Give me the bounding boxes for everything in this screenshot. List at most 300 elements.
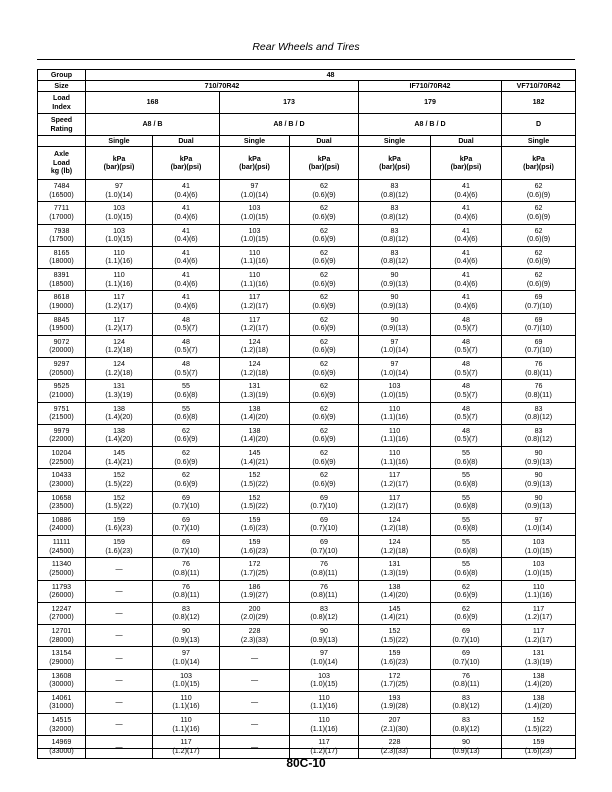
axle-load-kg: 9297	[53, 360, 70, 369]
pressure-cell	[153, 424, 220, 446]
axle-load-kg: 13608	[51, 671, 72, 680]
pressure-kpa: 76	[320, 560, 328, 569]
pressure-kpa: 62	[320, 449, 328, 458]
pressure-cell	[359, 358, 431, 380]
mode-dual: Dual	[153, 136, 220, 147]
pressure-cell	[220, 380, 290, 402]
pressure-kpa: 110	[180, 716, 192, 725]
pressure-kpa: 76	[534, 360, 543, 369]
size-if710-70r42: IF710/70R42	[359, 81, 502, 92]
pressure-kpa: —	[115, 675, 123, 684]
row-units	[38, 147, 576, 180]
pressure-kpa: 62	[320, 182, 328, 191]
pressure-cell	[359, 536, 431, 558]
pressure-cell	[359, 335, 431, 357]
pressure-bar-psi: (1.1)(16)	[380, 457, 409, 466]
pressure-bar-psi: (0.8)(11)	[310, 568, 338, 577]
mode-corner	[38, 136, 86, 147]
pressure-bar-psi: (1.0)(15)	[524, 546, 553, 555]
pressure-bar-psi: (1.2)(17)	[310, 746, 338, 755]
pressure-cell	[502, 469, 576, 491]
pressure-bar-psi: (1.5)(22)	[105, 479, 133, 488]
pressure-cell	[431, 424, 502, 446]
pressure-bar-psi: (0.7)(10)	[172, 502, 200, 511]
pressure-bar-psi: (0.7)(10)	[310, 546, 338, 555]
speed-rating-2: A8 / B / D	[220, 114, 359, 136]
pressure-kpa: 103	[248, 226, 261, 235]
axle-load-kg: 9072	[53, 337, 70, 346]
pressure-bar-psi: (1.2)(17)	[380, 479, 409, 488]
pressure-cell	[86, 513, 153, 535]
pressure-bar-psi: (1.0)(15)	[380, 390, 409, 399]
pressure-cell	[431, 513, 502, 535]
pressure-cell	[431, 269, 502, 291]
mode-dual: Dual	[290, 136, 359, 147]
pressure-cell	[220, 669, 290, 691]
pressure-bar-psi: (0.8)(12)	[452, 702, 480, 711]
pressure-cell	[153, 714, 220, 736]
axle-load-cell	[38, 291, 86, 313]
pressure-cell	[431, 335, 502, 357]
pressure-cell	[431, 402, 502, 424]
pressure-bar-psi: (0.6)(8)	[454, 546, 478, 555]
pressure-bar-psi: (1.4)(21)	[105, 457, 133, 466]
mode-single: Single	[359, 136, 431, 147]
speed-rating-1: A8 / B	[86, 114, 220, 136]
pressure-kpa: 103	[113, 226, 125, 235]
pressure-kpa: 90	[534, 449, 543, 458]
pressure-cell	[359, 447, 431, 469]
pressure-kpa: 145	[113, 449, 125, 458]
pressure-cell	[431, 580, 502, 602]
pressure-cell	[290, 469, 359, 491]
pressure-kpa: 55	[462, 515, 470, 524]
pressure-cell	[431, 358, 502, 380]
axle-load-lb: (30000)	[49, 680, 74, 689]
pressure-kpa: 172	[248, 560, 261, 569]
pressure-bar-psi: (0.7)(10)	[524, 301, 553, 310]
pressure-cell	[359, 180, 431, 202]
pressure-cell	[220, 447, 290, 469]
axle-load-cell	[38, 647, 86, 669]
pressure-cell	[220, 736, 290, 758]
pressure-kpa: 117	[388, 493, 401, 502]
pressure-cell	[431, 313, 502, 335]
pressure-bar-psi: (0.7)(10)	[310, 524, 338, 533]
axle-load-cell	[38, 380, 86, 402]
axle-load-cell	[38, 180, 86, 202]
axle-load-lb: (19500)	[49, 324, 74, 333]
pressure-bar-psi: (0.8)(11)	[525, 390, 552, 399]
table-row	[38, 447, 576, 469]
pressure-kpa: 228	[248, 627, 261, 636]
axle-load-lb: (22000)	[49, 435, 74, 444]
pressure-bar-psi: (0.4)(6)	[454, 279, 478, 288]
table-body	[38, 70, 576, 759]
pressure-kpa: 110	[318, 693, 330, 702]
pressure-cell	[86, 469, 153, 491]
pressure-kpa: 117	[248, 315, 261, 324]
load-index-label	[38, 92, 86, 114]
pressure-cell	[359, 580, 431, 602]
axle-load-cell	[38, 536, 86, 558]
pressure-kpa: 76	[320, 582, 328, 591]
table-row	[38, 424, 576, 446]
pressure-kpa: 62	[320, 204, 328, 213]
pressure-cell	[290, 424, 359, 446]
table-row	[38, 736, 576, 758]
pressure-kpa: 48	[182, 337, 190, 346]
table-row	[38, 469, 576, 491]
pressure-cell	[86, 335, 153, 357]
axle-load-kg: 7711	[53, 204, 70, 213]
pressure-kpa: —	[250, 742, 259, 751]
pressure-bar-psi: (0.5)(7)	[454, 324, 478, 333]
pressure-bar-psi: (1.9)(27)	[240, 591, 269, 600]
pressure-cell	[86, 647, 153, 669]
pressure-cell	[153, 669, 220, 691]
pressure-kpa: 131	[113, 382, 125, 391]
pressure-kpa: —	[115, 609, 123, 618]
pressure-cell	[86, 580, 153, 602]
axle-load-cell	[38, 736, 86, 758]
pressure-bar-psi: (0.9)(13)	[380, 301, 409, 310]
axle-load-cell	[38, 224, 86, 246]
mode-single: Single	[220, 136, 290, 147]
pressure-cell	[153, 291, 220, 313]
pressure-kpa: 117	[113, 315, 125, 324]
pressure-cell	[502, 224, 576, 246]
axle-load-lb: (23000)	[49, 479, 74, 488]
pressure-bar-psi: (1.2)(17)	[172, 746, 200, 755]
unit-kpa: kPa	[179, 154, 193, 163]
pressure-cell	[290, 691, 359, 713]
pressure-cell	[153, 558, 220, 580]
pressure-cell	[290, 291, 359, 313]
pressure-bar-psi: (1.0)(15)	[105, 212, 133, 221]
pressure-kpa: 110	[180, 693, 192, 702]
pressure-kpa: 62	[534, 271, 543, 280]
pressure-bar-psi: (0.6)(9)	[312, 479, 336, 488]
axle-load-label	[38, 147, 86, 180]
pressure-kpa: 97	[390, 360, 399, 369]
pressure-bar-psi: (0.5)(7)	[454, 390, 478, 399]
pressure-cell	[153, 246, 220, 268]
pressure-kpa: 90	[390, 315, 399, 324]
pressure-cell	[290, 491, 359, 513]
load-index-label-line2: Index	[52, 102, 71, 111]
axle-load-cell	[38, 313, 86, 335]
pressure-cell	[86, 269, 153, 291]
pressure-kpa: 124	[248, 360, 261, 369]
pressure-cell	[86, 491, 153, 513]
pressure-kpa: 110	[248, 271, 261, 280]
pressure-kpa: 83	[534, 426, 543, 435]
pressure-cell	[153, 469, 220, 491]
pressure-bar-psi: (1.1)(16)	[380, 413, 409, 422]
axle-load-lb: (20500)	[49, 368, 74, 377]
load-index-179: 179	[359, 92, 502, 114]
pressure-bar-psi: (0.9)(13)	[524, 457, 553, 466]
pressure-kpa: 55	[462, 471, 470, 480]
pressure-kpa: 110	[388, 426, 401, 435]
speed-rating-3: A8 / B / D	[359, 114, 502, 136]
pressure-cell	[502, 202, 576, 224]
pressure-cell	[220, 424, 290, 446]
pressure-bar-psi: (0.6)(9)	[454, 591, 478, 600]
pressure-cell	[431, 224, 502, 246]
axle-load-cell	[38, 447, 86, 469]
axle-load-lb: (16500)	[49, 190, 74, 199]
pressure-kpa: 228	[388, 738, 401, 747]
pressure-bar-psi: (0.8)(11)	[172, 591, 200, 600]
pressure-kpa: 83	[390, 248, 399, 257]
axle-load-lb: (24000)	[49, 524, 74, 533]
axle-load-cell	[38, 625, 86, 647]
pressure-kpa: —	[115, 586, 123, 595]
axle-load-label-line1: Axle	[54, 150, 69, 159]
pressure-cell	[290, 736, 359, 758]
unit-bar-psi: (bar)(psi)	[103, 163, 135, 171]
pressure-cell	[153, 358, 220, 380]
pressure-bar-psi: (0.6)(9)	[312, 435, 336, 444]
pressure-cell	[86, 558, 153, 580]
axle-load-kg: 10886	[51, 515, 72, 524]
pressure-bar-psi: (2.3)(33)	[240, 635, 269, 644]
pressure-bar-psi: (0.6)(9)	[312, 346, 336, 355]
pressure-bar-psi: (1.3)(19)	[524, 657, 553, 666]
pressure-bar-psi: (1.0)(14)	[172, 657, 200, 666]
pressure-bar-psi: (1.4)(20)	[105, 413, 133, 422]
pressure-bar-psi: (1.1)(16)	[524, 591, 553, 600]
pressure-cell	[86, 224, 153, 246]
pressure-kpa: 90	[390, 293, 399, 302]
axle-load-lb: (28000)	[49, 635, 74, 644]
pressure-bar-psi: (0.8)(11)	[310, 591, 338, 600]
pressure-kpa: 103	[388, 382, 401, 391]
axle-load-cell	[38, 358, 86, 380]
table-row	[38, 491, 576, 513]
axle-load-kg: 13154	[51, 649, 72, 658]
footer-rule	[37, 748, 575, 749]
pressure-cell	[220, 246, 290, 268]
pressure-kpa: 159	[248, 515, 261, 524]
pressure-cell	[153, 380, 220, 402]
pressure-cell	[86, 691, 153, 713]
pressure-kpa: —	[115, 631, 123, 640]
pressure-cell	[359, 691, 431, 713]
pressure-cell	[290, 580, 359, 602]
pressure-kpa: 41	[182, 204, 190, 213]
pressure-bar-psi: (0.7)(10)	[452, 657, 480, 666]
pressure-cell	[502, 513, 576, 535]
pressure-bar-psi: (0.8)(12)	[310, 613, 338, 622]
row-speed-rating	[38, 114, 576, 136]
pressure-kpa: 69	[462, 649, 470, 658]
pressure-cell	[220, 714, 290, 736]
pressure-kpa: 62	[534, 226, 543, 235]
pressure-kpa: 103	[532, 560, 545, 569]
axle-load-cell	[38, 513, 86, 535]
axle-load-kg: 14515	[51, 716, 72, 725]
pressure-cell	[502, 335, 576, 357]
pressure-cell	[86, 358, 153, 380]
pressure-kpa: 124	[388, 515, 401, 524]
pressure-bar-psi: (0.6)(9)	[312, 301, 336, 310]
pressure-kpa: 62	[320, 337, 328, 346]
pressure-cell	[359, 402, 431, 424]
table-row	[38, 558, 576, 580]
size-label: Size	[38, 81, 86, 92]
pressure-kpa: 103	[180, 671, 192, 680]
axle-load-lb: (31000)	[49, 702, 74, 711]
pressure-kpa: 83	[390, 204, 399, 213]
pressure-cell	[220, 180, 290, 202]
pressure-bar-psi: (0.6)(9)	[312, 212, 336, 221]
pressure-kpa: 172	[388, 671, 401, 680]
pressure-kpa: 62	[320, 426, 328, 435]
pressure-cell	[86, 202, 153, 224]
pressure-kpa: 62	[534, 204, 543, 213]
axle-load-cell	[38, 580, 86, 602]
pressure-bar-psi: (1.1)(16)	[172, 724, 200, 733]
pressure-bar-psi: (1.1)(16)	[310, 724, 338, 733]
pressure-cell	[290, 625, 359, 647]
pressure-bar-psi: (0.5)(7)	[174, 368, 198, 377]
pressure-kpa: 48	[462, 382, 470, 391]
pressure-cell	[220, 491, 290, 513]
pressure-bar-psi: (1.5)(22)	[380, 635, 409, 644]
axle-load-cell	[38, 558, 86, 580]
pressure-kpa: 186	[248, 582, 261, 591]
pressure-bar-psi: (0.9)(13)	[524, 502, 553, 511]
pressure-kpa: 83	[462, 716, 470, 725]
pressure-bar-psi: (1.5)(22)	[240, 479, 269, 488]
pressure-cell	[431, 447, 502, 469]
pressure-cell	[86, 625, 153, 647]
pressure-cell	[502, 602, 576, 624]
pressure-cell	[220, 625, 290, 647]
pressure-kpa: 62	[320, 248, 328, 257]
axle-load-kg: 11793	[51, 582, 72, 591]
axle-load-label-line2: Load	[53, 158, 70, 167]
pressure-kpa: 55	[462, 449, 470, 458]
pressure-kpa: 69	[182, 538, 190, 547]
pressure-cell	[153, 180, 220, 202]
pressure-bar-psi: (0.7)(10)	[452, 635, 480, 644]
pressure-bar-psi: (0.5)(7)	[174, 346, 198, 355]
pressure-kpa: —	[115, 720, 123, 729]
pressure-bar-psi: (0.4)(6)	[174, 190, 198, 199]
pressure-kpa: 48	[462, 404, 470, 413]
table-row	[38, 647, 576, 669]
axle-load-kg: 8165	[53, 248, 70, 257]
pressure-cell	[220, 291, 290, 313]
pressure-cell	[153, 402, 220, 424]
pressure-bar-psi: (1.6)(23)	[380, 657, 409, 666]
pressure-cell	[290, 224, 359, 246]
pressure-bar-psi: (1.2)(18)	[105, 368, 133, 377]
pressure-bar-psi: (1.0)(15)	[240, 235, 269, 244]
pressure-bar-psi: (1.1)(16)	[240, 257, 269, 266]
unit-header	[86, 147, 153, 180]
pressure-cell	[220, 580, 290, 602]
pressure-kpa: 48	[462, 315, 470, 324]
pressure-kpa: 48	[182, 360, 190, 369]
table-row	[38, 202, 576, 224]
pressure-cell	[290, 536, 359, 558]
pressure-cell	[290, 246, 359, 268]
table-row	[38, 602, 576, 624]
pressure-cell	[359, 202, 431, 224]
axle-load-kg: 9751	[53, 404, 70, 413]
unit-header	[431, 147, 502, 180]
speed-rating-4: D	[502, 114, 576, 136]
pressure-kpa: 97	[534, 515, 543, 524]
pressure-cell	[290, 313, 359, 335]
pressure-cell	[502, 625, 576, 647]
pressure-cell	[359, 669, 431, 691]
pressure-bar-psi: (1.2)(18)	[240, 368, 269, 377]
axle-load-lb: (17500)	[49, 235, 74, 244]
pressure-cell	[502, 424, 576, 446]
pressure-cell	[153, 647, 220, 669]
pressure-kpa: 69	[182, 515, 190, 524]
pressure-bar-psi: (0.4)(6)	[454, 257, 478, 266]
speed-rating-label-line2: Rating	[50, 124, 73, 133]
pressure-kpa: —	[115, 698, 123, 707]
pressure-bar-psi: (0.6)(9)	[526, 235, 551, 244]
pressure-kpa: 41	[462, 226, 470, 235]
pressure-cell	[502, 714, 576, 736]
pressure-cell	[431, 246, 502, 268]
pressure-kpa: 41	[182, 248, 190, 257]
pressure-cell	[220, 269, 290, 291]
table-row	[38, 335, 576, 357]
pressure-cell	[431, 736, 502, 758]
table-row	[38, 313, 576, 335]
pressure-kpa: 117	[532, 604, 545, 613]
pressure-kpa: 83	[390, 226, 399, 235]
pressure-bar-psi: (0.8)(12)	[380, 212, 409, 221]
group-value: 48	[86, 70, 576, 81]
pressure-kpa: 55	[182, 404, 190, 413]
pressure-cell	[86, 424, 153, 446]
pressure-bar-psi: (1.7)(25)	[240, 568, 269, 577]
axle-load-kg: 9525	[53, 382, 70, 391]
pressure-bar-psi: (0.6)(9)	[526, 212, 551, 221]
pressure-bar-psi: (0.7)(10)	[310, 502, 338, 511]
axle-load-kg: 9979	[53, 426, 70, 435]
pressure-cell	[290, 714, 359, 736]
table-row	[38, 402, 576, 424]
pressure-bar-psi: (1.1)(16)	[105, 279, 133, 288]
pressure-bar-psi: (1.2)(17)	[105, 324, 133, 333]
pressure-cell	[502, 180, 576, 202]
pressure-kpa: 41	[182, 182, 190, 191]
pressure-cell	[290, 558, 359, 580]
table-row	[38, 224, 576, 246]
pressure-kpa: 138	[248, 404, 261, 413]
pressure-bar-psi: (0.8)(11)	[172, 568, 200, 577]
load-index-168: 168	[86, 92, 220, 114]
pressure-cell	[153, 313, 220, 335]
pressure-kpa: —	[115, 564, 123, 573]
unit-bar-psi: (bar)(psi)	[170, 163, 202, 171]
pressure-cell	[431, 536, 502, 558]
pressure-cell	[153, 224, 220, 246]
pressure-kpa: 55	[462, 493, 470, 502]
